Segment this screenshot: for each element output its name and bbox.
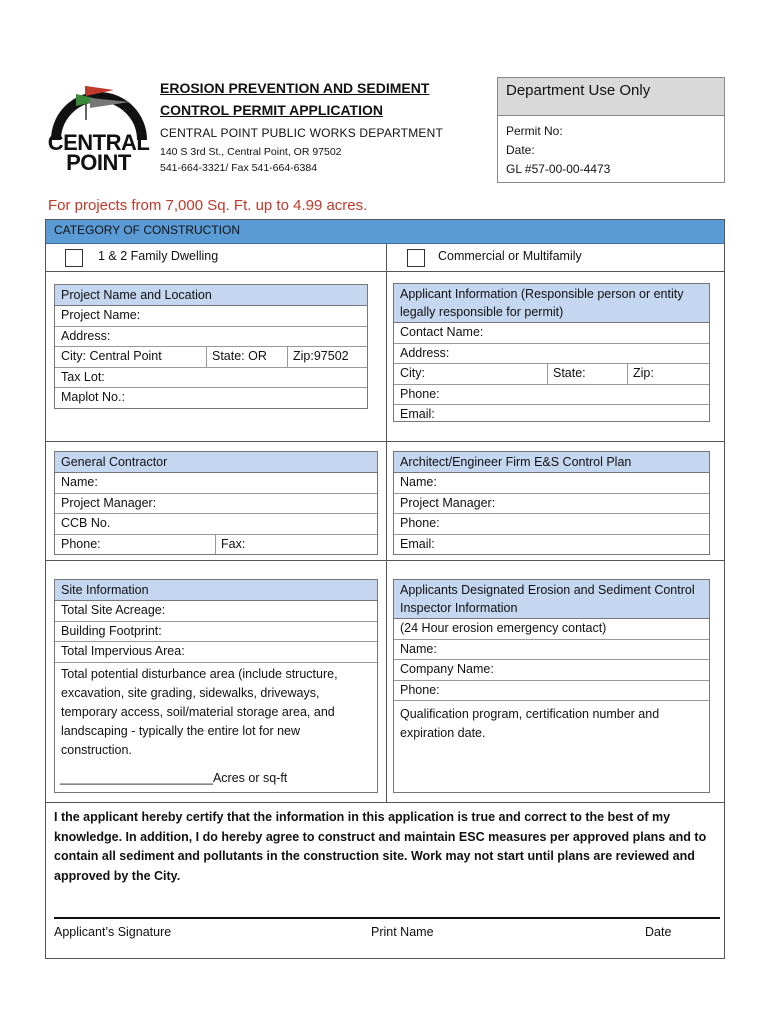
- permit-form: [45, 219, 725, 959]
- contractor-phone-fax-row: [55, 535, 377, 555]
- logo-text-central: CENTRAL: [47, 130, 150, 155]
- applicant-city-state-zip-row: [394, 364, 709, 385]
- contractor-fax-field[interactable]: Fax:: [215, 535, 377, 555]
- architect-phone-field[interactable]: Phone:: [394, 514, 709, 535]
- print-name-label: Print Name: [371, 925, 434, 939]
- applicant-email-field[interactable]: Email:: [400, 407, 435, 421]
- contractor-manager-field[interactable]: Project Manager:: [55, 494, 377, 515]
- department-use-box: [497, 77, 725, 183]
- applicant-zip-field[interactable]: Zip:: [627, 364, 709, 384]
- site-heading: Site Information: [55, 580, 377, 601]
- project-state-field[interactable]: State: OR: [206, 347, 287, 367]
- department-address: 140 S 3rd St., Central Point, OR 97502: [160, 146, 342, 158]
- section-divider-2: [46, 560, 724, 561]
- applicant-contact-field[interactable]: Contact Name:: [394, 323, 709, 344]
- category-heading: CATEGORY OF CONSTRUCTION: [46, 220, 724, 244]
- commercial-label: Commercial or Multifamily: [438, 249, 582, 263]
- architect-heading: Architect/Engineer Firm E&S Control Plan: [394, 452, 709, 473]
- central-point-logo: [46, 80, 151, 176]
- architect-panel: [393, 451, 710, 555]
- project-address-field[interactable]: Address:: [55, 327, 367, 348]
- disturbance-area-description: Total potential disturbance area (include structure, excavation, site grading, sidewalks, driveways, temporary access, soil/material storage area, and landscaping - typically the entire lot for new construction.: [61, 666, 338, 758]
- inspector-company-field[interactable]: Company Name:: [394, 660, 709, 681]
- commercial-checkbox[interactable]: [407, 249, 425, 267]
- project-size-subtitle: For projects from 7,000 Sq. Ft. up to 4.99 acres.: [48, 197, 368, 214]
- inspector-heading: Applicants Designated Erosion and Sediment Control Inspector Information: [394, 580, 709, 619]
- logo-text-point: POINT: [66, 150, 131, 175]
- project-panel: [54, 284, 368, 409]
- architect-email-field[interactable]: Email:: [400, 536, 435, 551]
- applicant-heading: Applicant Information (Responsible person or entity legally responsible for permit): [394, 284, 709, 323]
- section-divider-3: [46, 802, 724, 803]
- dept-date-field[interactable]: Date:: [506, 143, 535, 157]
- form-title-line2: CONTROL PERMIT APPLICATION: [160, 102, 383, 118]
- inspector-phone-field[interactable]: Phone:: [394, 681, 709, 702]
- maplot-field[interactable]: Maplot No.:: [61, 390, 125, 404]
- department-name: CENTRAL POINT PUBLIC WORKS DEPARTMENT: [160, 126, 443, 140]
- category-row-divider: [46, 271, 724, 272]
- applicant-panel: [393, 283, 710, 422]
- architect-manager-field[interactable]: Project Manager:: [394, 494, 709, 515]
- column-divider: [386, 244, 387, 802]
- signature-date-label: Date: [645, 925, 672, 939]
- inspector-emergency-contact: (24 Hour erosion emergency contact): [394, 619, 709, 640]
- family-dwelling-label: 1 & 2 Family Dwelling: [98, 249, 219, 263]
- family-dwelling-checkbox[interactable]: [65, 249, 83, 267]
- applicant-phone-field[interactable]: Phone:: [394, 385, 709, 406]
- inspector-name-field[interactable]: Name:: [394, 640, 709, 661]
- applicant-signature-label: Applicant’s Signature: [54, 925, 172, 939]
- certification-statement: I the applicant hereby certify that the information in this application is true and correct to the best of my knowledge. In addition, I do hereby agree to construct and maintain ESC measures per approved plans and to contain all sediment and pollutants in the construction site. Work may not start until plans are reviewed and approved by the City.: [54, 810, 707, 883]
- project-zip-field[interactable]: Zip:97502: [287, 347, 369, 367]
- applicant-state-field[interactable]: State:: [547, 364, 627, 384]
- qualification-field[interactable]: Qualification program, certification number and expiration date.: [400, 707, 660, 741]
- inspector-panel: [393, 579, 710, 793]
- project-city-field[interactable]: City: Central Point: [61, 349, 162, 363]
- site-panel: [54, 579, 378, 793]
- architect-name-field[interactable]: Name:: [394, 473, 709, 494]
- contractor-phone-field[interactable]: Phone:: [61, 536, 101, 551]
- applicant-city-field[interactable]: City:: [400, 366, 425, 380]
- gl-number: GL #57-00-00-4473: [506, 162, 611, 176]
- ccb-number-field[interactable]: CCB No.: [55, 514, 377, 535]
- building-footprint-field[interactable]: Building Footprint:: [55, 622, 377, 643]
- acres-field[interactable]: ______________________Acres or sq-ft: [60, 771, 288, 785]
- contractor-name-field[interactable]: Name:: [55, 473, 377, 494]
- tax-lot-field[interactable]: Tax Lot:: [55, 368, 367, 389]
- impervious-area-field[interactable]: Total Impervious Area:: [55, 642, 377, 663]
- contractor-panel: [54, 451, 378, 555]
- department-use-heading: Department Use Only: [498, 78, 724, 116]
- department-phone-fax: 541-664-3321/ Fax 541-664-6384: [160, 162, 318, 174]
- project-city-state-zip-row: [55, 347, 367, 368]
- signature-line[interactable]: [54, 917, 720, 919]
- permit-no-field[interactable]: Permit No:: [506, 124, 563, 138]
- contractor-heading: General Contractor: [55, 452, 377, 473]
- project-heading: Project Name and Location: [55, 285, 367, 306]
- applicant-address-field[interactable]: Address:: [394, 344, 709, 365]
- form-title-line1: EROSION PREVENTION AND SEDIMENT: [160, 80, 430, 96]
- section-divider-1: [46, 441, 724, 442]
- project-name-field[interactable]: Project Name:: [55, 306, 367, 327]
- site-acreage-field[interactable]: Total Site Acreage:: [55, 601, 377, 622]
